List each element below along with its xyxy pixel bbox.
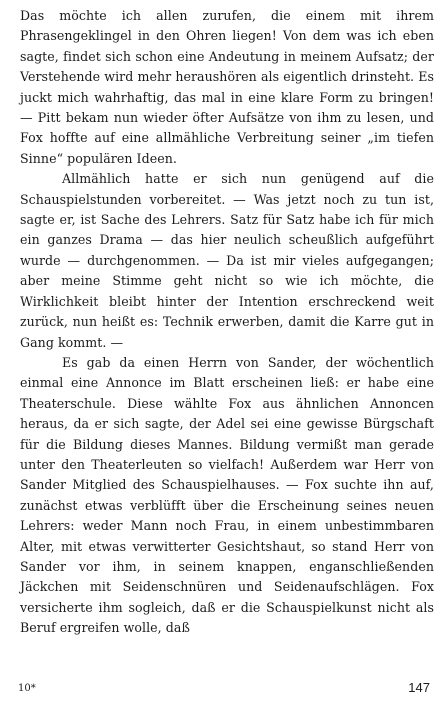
paragraph-preparation: Allmählich hatte er sich nun genügend auf die Schauspielstunden vorbereitet. — Was jetzt noch zu tun ist, sagte er, ist Sache des Lehrers. Satz für Satz habe ich für mich ein ganzes Drama — das hier neulich scheußlich aufgeführt wurde — durchgenommen. — Da ist mir vieles aufgegangen; aber meine Stimme geht nicht so wie ich möchte, die Wirklichkeit bleibt hinter der Intention erschreckend weit zurück, nun heißt es: Technik erwerben, damit die Karre gut in Gang kommt. — [20, 171, 434, 350]
page-footer [18, 680, 434, 700]
paragraph-continuation: Das möchte ich allen zurufen, die einem mit ihrem Phrasengeklingel in den Ohren liegen! Von dem was ich eben sagte, findet sich schon eine Andeutung in meinem Aufsatz; der Verstehende wird mehr heraushören als eigentlich drinsteht. Es juckt mich wahrhaftig, das mal in eine klare Form zu bringen! — Pitt bekam nun wieder öfter Aufsätze von ihm zu lesen, und Fox hoffte auf eine allmähliche Verbreitung seiner „im tiefen Sinne“ populären Ideen. [20, 8, 434, 166]
paragraph-herr-von-sander: Es gab da einen Herrn von Sander, der wöchentlich einmal eine Annonce im Blatt erscheinen ließ: er habe eine Theaterschule. Diese wählte Fox aus ähnlichen Annoncen heraus, da er sich sagte, der Adel sei eine gewisse Bürgschaft für die Bildung dieses Mannes. Bildung vermißt man gerade unter den Theaterleuten so vielfach! Außerdem war Herr von Sander Mitglied des Schauspielhauses. — Fox suchte ihn auf, zunächst etwas verblüfft über die Erscheinung seines neuen Lehrers: weder Mann noch Frau, in einem unbestimmbaren Alter, mit etwas verwitterter Gesichtshaut, so stand Herr von Sander vor ihm, in seinem knappen, enganschließenden Jäckchen mit Seidenschnüren und Seidenaufschlägen. Fox versicherte ihm sogleich, daß er die Schauspielkunst nicht als Beruf ergreifen wolle, daß [20, 354, 434, 636]
page-number: 147 [408, 680, 430, 695]
signature-mark: 10* [18, 683, 36, 694]
